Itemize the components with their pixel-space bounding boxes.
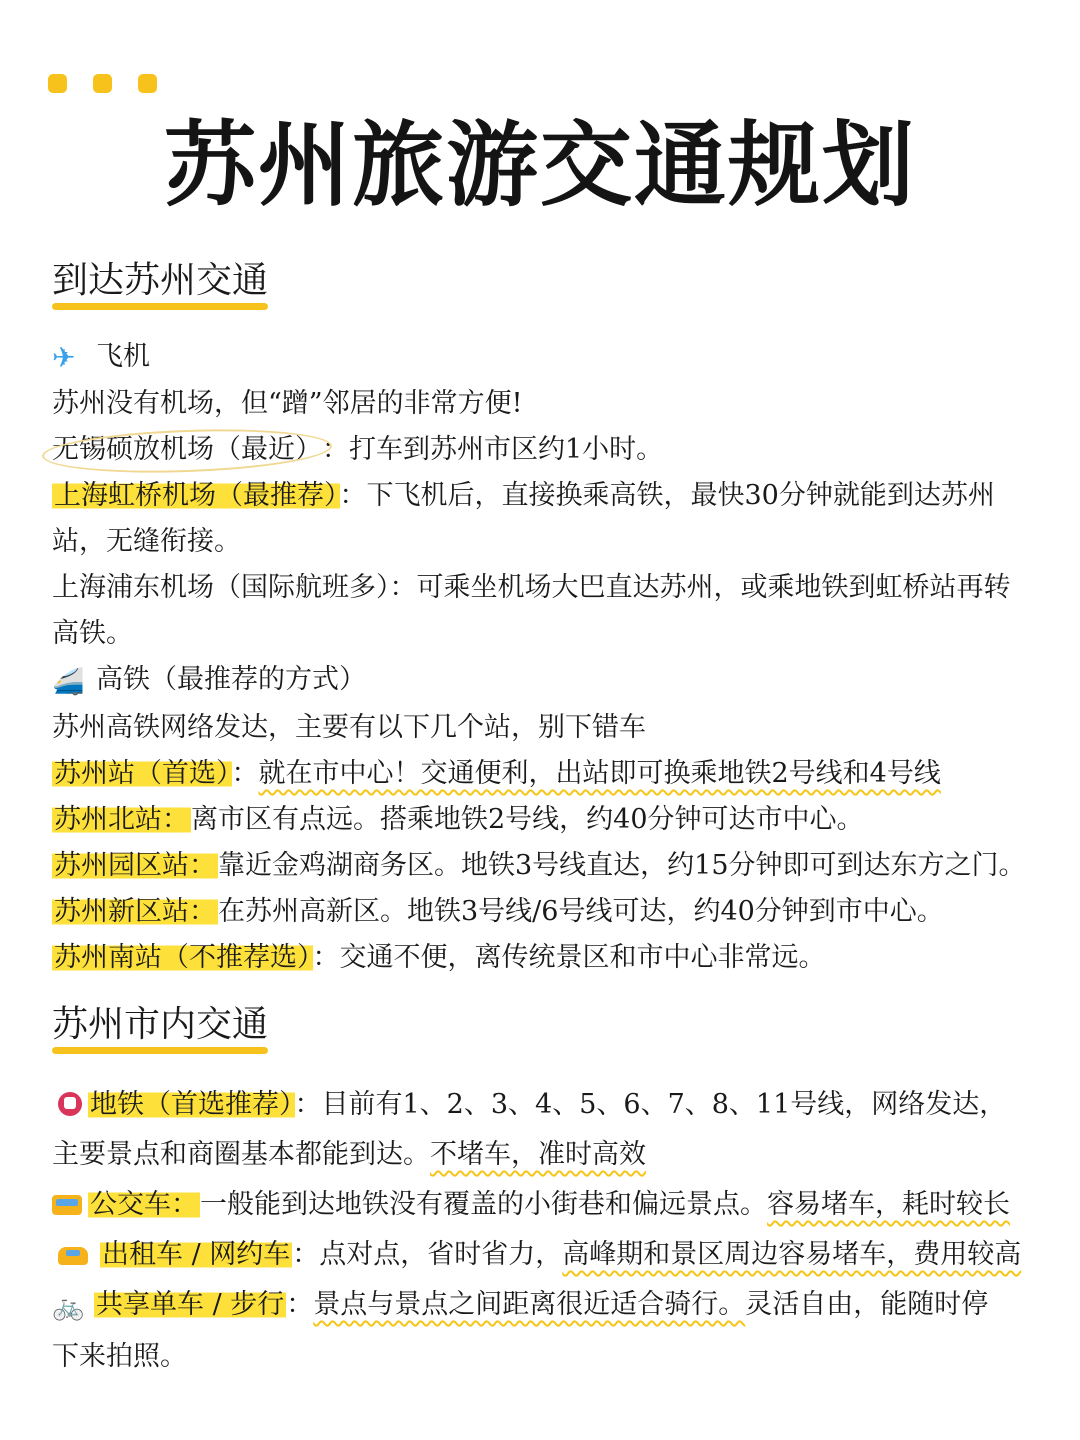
arrival-section — [52, 256, 1012, 306]
station-desc: 靠近金鸡湖商务区。地铁3号线直达，约15分钟即可到达东方之门。 — [218, 850, 1026, 881]
metro-note: 不堵车，准时高效 — [430, 1139, 646, 1170]
station-desc: 交通不便，离传统景区和市中心非常远。 — [339, 942, 826, 973]
station-sep: ： — [312, 942, 340, 973]
taxi-row — [52, 1230, 1022, 1280]
station-name: 苏州新区站： — [54, 896, 216, 927]
bike-sep: ： — [286, 1289, 314, 1320]
plane-row — [52, 334, 1012, 381]
metro-row — [52, 1080, 1012, 1180]
hongqiao-name: 上海虹桥机场（最推荐） — [54, 480, 338, 511]
high-speed-train-icon: 🚄 — [52, 667, 85, 697]
station-name: 苏州南站（不推荐选） — [54, 942, 311, 973]
city-section — [52, 1000, 1012, 1050]
station-name: 苏州站（首选） — [54, 758, 230, 789]
city-heading: 苏州市内交通 — [52, 1000, 268, 1050]
bus-row — [52, 1180, 1012, 1230]
bike-name: 共享单车 / 步行 — [96, 1289, 285, 1320]
station-name: 苏州北站： — [54, 804, 189, 835]
dot — [138, 74, 157, 93]
station-desc: 在苏州高新区。地铁3号线/6号线可达，约40分钟到市中心。 — [218, 896, 944, 927]
pudong-row — [52, 565, 1012, 657]
station-desc: 就在市中心！交通便利，出站即可换乘地铁2号线和4号线 — [258, 758, 941, 789]
hsr-row — [52, 657, 1012, 705]
taxi-note: 高峰期和景区周边容易堵车，费用较高 — [562, 1239, 1022, 1270]
wuxi-name: 无锡硕放机场（最近） — [52, 427, 322, 473]
pudong-text: 上海浦东机场（国际航班多）：可乘坐机场大巴直达苏州，或乘地铁到虹桥站再转高铁。 — [52, 572, 1011, 649]
taxi-icon — [58, 1247, 88, 1265]
bus-desc: 一般能到达地铁没有覆盖的小街巷和偏远景点。 — [200, 1189, 767, 1220]
plane-intro-text: 苏州没有机场，但“蹭”邻居的非常方便! — [52, 388, 523, 419]
taxi-desc: ：点对点，省时省力， — [292, 1239, 563, 1270]
bike-desc: 灵活自由，能随时停下来拍照。 — [52, 1289, 989, 1372]
city-content — [52, 1080, 1022, 1382]
page-title: 苏州旅游交通规划 — [163, 112, 916, 219]
hsr-intro-text: 苏州高铁网络发达，主要有以下几个站，别下错车 — [52, 712, 646, 743]
bicycle-icon: 🚲 — [52, 1292, 85, 1322]
decorative-dots — [48, 74, 157, 93]
wuxi-row — [52, 427, 1012, 473]
plane-intro — [52, 381, 1012, 427]
metro-icon — [58, 1092, 82, 1116]
station-row — [52, 889, 1012, 935]
wuxi-desc: ：打车到苏州市区约1小时。 — [322, 434, 664, 465]
arrival-content — [52, 334, 1026, 981]
bus-icon — [52, 1195, 82, 1215]
hsr-intro — [52, 705, 1012, 751]
bus-name: 公交车： — [90, 1189, 198, 1220]
metro-desc: ：目前有1、2、3、4、5、6、7、8、11号线，网络发达，主要景点和商圈基本都能到达。 — [52, 1089, 1007, 1170]
hsr-label: 高铁（最推荐的方式） — [96, 664, 366, 695]
station-desc: 离市区有点远。搭乘地铁2号线，约40分钟可达市中心。 — [191, 804, 864, 835]
bike-row — [52, 1280, 1012, 1382]
dot — [93, 74, 112, 93]
bike-note: 景点与景点之间距离很近适合骑行。 — [313, 1289, 746, 1320]
hongqiao-row — [52, 473, 1012, 565]
hongqiao-desc: ：下飞机后，直接换乘高铁，最快30分钟就能到达苏州站，无缝衔接。 — [52, 480, 995, 557]
plane-label: 飞机 — [96, 341, 150, 372]
station-sep: ： — [231, 758, 259, 789]
metro-name: 地铁（首选推荐） — [90, 1089, 293, 1120]
arrival-heading: 到达苏州交通 — [52, 256, 268, 306]
station-row — [52, 751, 1012, 797]
taxi-name: 出租车 / 网约车 — [102, 1239, 291, 1270]
airplane-icon: ✈ — [52, 341, 76, 374]
dot — [48, 74, 67, 93]
station-row — [52, 797, 1012, 843]
station-row — [52, 843, 1026, 889]
station-name: 苏州园区站： — [54, 850, 216, 881]
station-row — [52, 935, 1012, 981]
bus-note: 容易堵车，耗时较长 — [767, 1189, 1010, 1220]
